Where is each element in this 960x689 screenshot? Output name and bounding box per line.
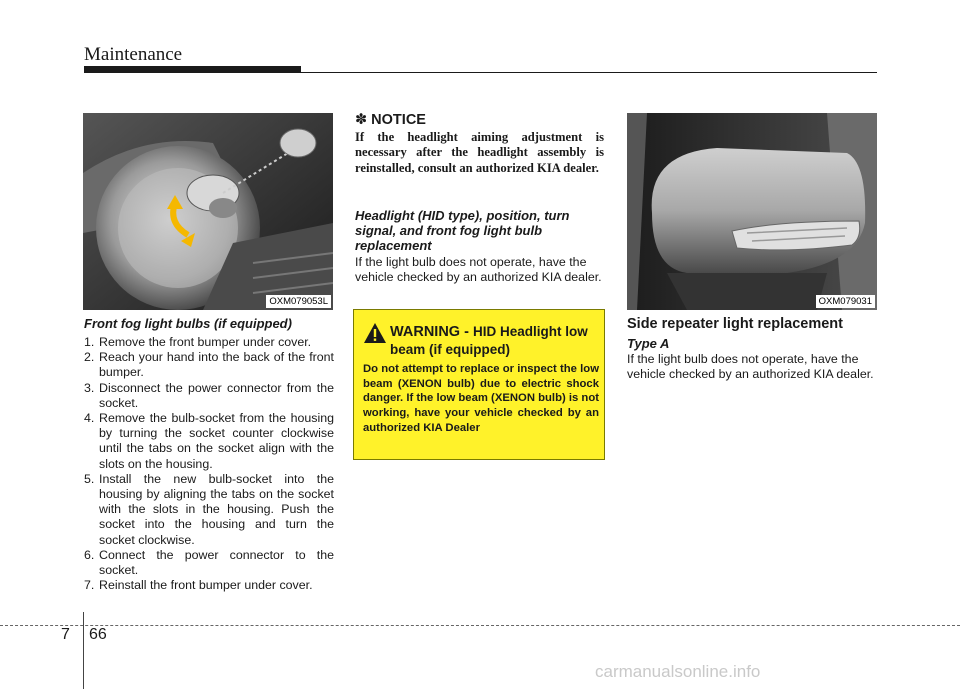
fog-light-subheading: Front fog light bulbs (if equipped) xyxy=(84,316,292,331)
warning-triangle-icon xyxy=(363,322,387,344)
list-item: 7. Reinstall the front bumper under cover. xyxy=(84,578,313,593)
list-item: 1. Remove the front bumper under cover. xyxy=(84,335,312,349)
image-code-label: OXM079053L xyxy=(266,295,331,308)
side-repeater-title: Side repeater light replacement xyxy=(627,316,843,332)
list-item: 2. Reach your hand into the back of the front bumper. xyxy=(84,350,334,380)
warning-label: WARNING - xyxy=(390,324,473,340)
list-item: 6. Connect the power connector to the socket. xyxy=(84,547,334,578)
page-number: 66 xyxy=(89,626,107,643)
list-item: 3. Disconnect the power connector from the socket. xyxy=(84,380,334,410)
chapter-number: 7 xyxy=(61,626,70,643)
image-code-label: OXM079031 xyxy=(816,295,875,308)
headlight-body: If the light bulb does not operate, have the vehicle checked by an authorized KIA dealer. xyxy=(355,255,602,285)
footer-vertical-rule xyxy=(83,612,84,689)
warning-heading xyxy=(390,323,602,358)
side-mirror-photo xyxy=(627,113,877,310)
fog-light-photo xyxy=(83,113,333,310)
warning-title: HID Headlight low beam (if equipped) xyxy=(390,324,588,357)
warning-body: Do not attempt to replace or inspect the low beam (XENON bulb) due to electric shock danger. If the low beam (XENON bulb) is not working, have your vehicle checked by an authorized KIA Dealer xyxy=(363,363,599,434)
fog-light-steps xyxy=(84,335,334,593)
side-repeater-body: If the light bulb does not operate, have the vehicle checked by an authorized KIA dealer. xyxy=(627,352,874,382)
footer-divider xyxy=(0,625,960,626)
watermark: carmanualsonline.info xyxy=(595,662,761,681)
header-rule-thin xyxy=(84,72,877,73)
headlight-subheading: Headlight (HID type), position, turn signal, and front fog light bulb replacement xyxy=(355,208,570,253)
page-header-title: Maintenance xyxy=(84,44,183,65)
warning-box xyxy=(353,309,605,460)
list-item: 5. Install the new bulb-socket into the housing by aligning the tabs on the socket with the slots in the housing. Push the socket into the housing and turn the socket clockwise. xyxy=(84,471,334,547)
list-item: 4. Remove the bulb-socket from the housing by turning the socket counter clockwise until the tabs on the socket align with the slots on the housing. xyxy=(84,411,334,471)
notice-text: If the headlight aiming adjustment is necessary after the headlight assembly is reinstalled, consult an authorized KIA dealer. xyxy=(355,130,604,175)
notice-title: ✽ NOTICE xyxy=(355,112,426,128)
type-label: Type A xyxy=(627,336,670,351)
